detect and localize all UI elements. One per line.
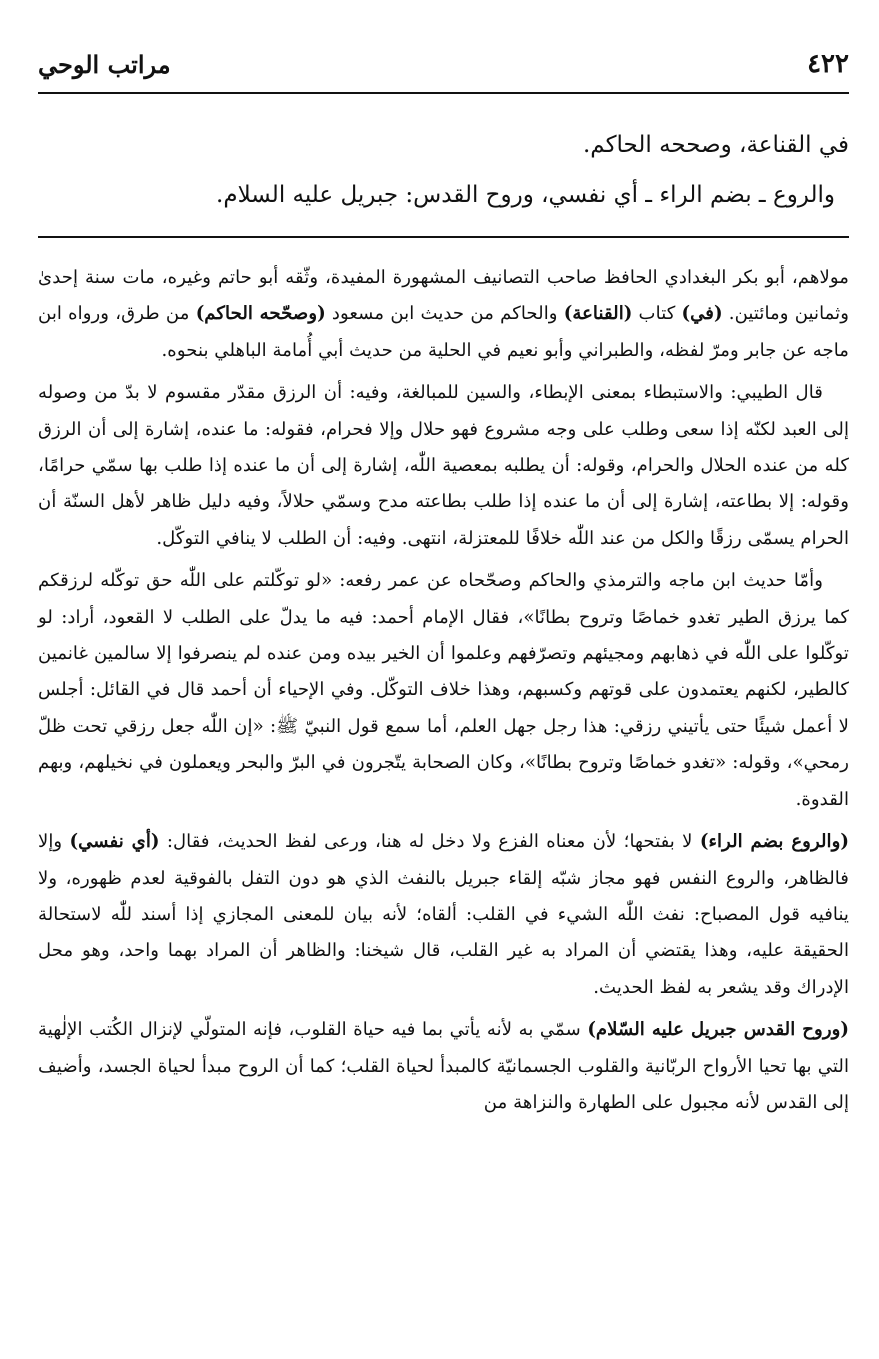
quoted-phrase: (والروع بضم الراء) bbox=[699, 831, 849, 853]
main-text-line: في القناعة، وصححه الحاكم. bbox=[582, 132, 849, 158]
page-header bbox=[38, 44, 849, 84]
commentary-paragraph: (والروع بضم الراء) لا بفتحها؛ لأن معناه الفزع ولا دخل له هنا، ورعى لفظ الحديث، فقال: (أي نفسي) وإلا فالظاهر، والروع النفس فهو مجاز شبّه إلقاء جبريل بالنفث الذي هو دون التفل بالفوقية لعدم ظهوره، ولا ينافيه قول المصباح: نفث اللّٰه الشيء في القلب: ألقاه؛ لأنه بيان للمعنى المجازي إذا أسند للّٰه لاستحالة الحقيقة عليه، وهذا يقتضي أن المراد به غير القلب، قال شيخنا: والظاهر أن المراد بهما واحد، وهو محل الإدراك وقد يشعر به لفظ الحديث. bbox=[38, 831, 849, 998]
commentary-paragraph: (وروح القدس جبريل عليه السّلام) سمّي به لأنه يأتي بما فيه حياة القلوب، فإنه المتولّي لإنزال الكُتب الإلٰهية التي بها تحيا الأرواح الربّانية والقلوب الجسمانيّة كالمبدأ لحياة القلب؛ كما أن الروح مبدأ لحياة الجسد، وأضيف إلى القدس لأنه مجبول على الطهارة والنزاهة من bbox=[38, 1019, 849, 1113]
commentary bbox=[38, 260, 849, 1127]
quoted-phrase: (في) bbox=[681, 303, 723, 325]
quoted-phrase: (وصحّحه الحاكم) bbox=[195, 303, 326, 325]
quoted-phrase: (أي نفسي) bbox=[69, 831, 160, 853]
commentary-paragraph: قال الطيبي: والاستبطاء بمعنى الإبطاء، والسين للمبالغة، وفيه: أن الرزق مقدّر مقسوم لا بدّ من وصوله إلى العبد لكنّه إذا سعى وطلب على وجه مشروع فهو حلال وإلا فحرام، فقوله: ما عنده، إشارة إلى أن الرزق كله من عنده الحلال والحرام، وقوله: أن يطلبه بمعصية اللّٰه، إشارة إلى أن ما عنده إذا طلب بها سمّي حرامًا، وقوله: إلا بطاعته، إشارة إلى أن ما عنده إذا طلب بطاعته مدح وسمّي حلالاً، وفيه دليل ظاهر لأهل السنّة أن الحرام يسمّى رزقًا والكل من عند اللّٰه خلافًا للمعتزلة، انتهى. وفيه: أن الطلب لا ينافي التوكّل. bbox=[38, 382, 849, 549]
header-divider bbox=[38, 92, 849, 94]
book-page bbox=[38, 0, 849, 1359]
commentary-paragraph: وأمّا حديث ابن ماجه والترمذي والحاكم وصحّحاه عن عمر رفعه: «لو توكّلتم على اللّٰه حق توكّله لرزقكم كما يرزق الطير تغدو خماصًا وتروح بطانًا»، فقال الإمام أحمد: فيه ما يدلّ على الطلب لا القعود، أراد: لو توكّلوا على اللّٰه في ذهابهم ومجيئهم وتصرّفهم وعلموا أن الخير بيده ومن عنده لم ينصرفوا إلا سالمين غانمين كالطير، لكنهم يعتمدون على قوتهم وكسبهم، وهذا خلاف التوكّل. وفي الإحياء أن أحمد قال في القائل: أجلس لا أعمل شيئًا حتى يأتيني رزقي: هذا رجل جهل العلم، أما سمع قول النبيّ ﷺ: «إن اللّٰه جعل رزقي تحت ظلّ رمحي»، وقوله: «تغدو خماصًا وتروح بطانًا»، وكان الصحابة يتّجرون في البرّ والبحر ويعملون في نخيلهم، وبهم القدوة. bbox=[38, 570, 849, 810]
main-text-line: والروع ـ بضم الراء ـ أي نفسي، وروح القدس: جبريل عليه السلام. bbox=[216, 182, 835, 208]
quoted-phrase: (القناعة) bbox=[563, 303, 633, 325]
main-text bbox=[38, 120, 849, 220]
quoted-phrase: (وروح القدس جبريل عليه السّلام) bbox=[587, 1019, 849, 1041]
running-title: مراتب الوحي bbox=[38, 49, 171, 79]
page-number: ٤٢٢ bbox=[807, 49, 849, 79]
commentary-paragraph: مولاهم، أبو بكر البغدادي الحافظ صاحب التصانيف المشهورة المفيدة، وثّقه أبو حاتم وغيره، مات سنة إحدىٰ وثمانين ومائتين. (في) كتاب (القناعة) والحاكم من حديث ابن مسعود (وصحّحه الحاكم) من طرق، ورواه ابن ماجه عن جابر ومرّ لفظه، والطبراني وأبو نعيم في الحلية من حديث أبي أُمامة الباهلي بنحوه. bbox=[38, 267, 849, 361]
commentary-divider bbox=[38, 236, 849, 238]
